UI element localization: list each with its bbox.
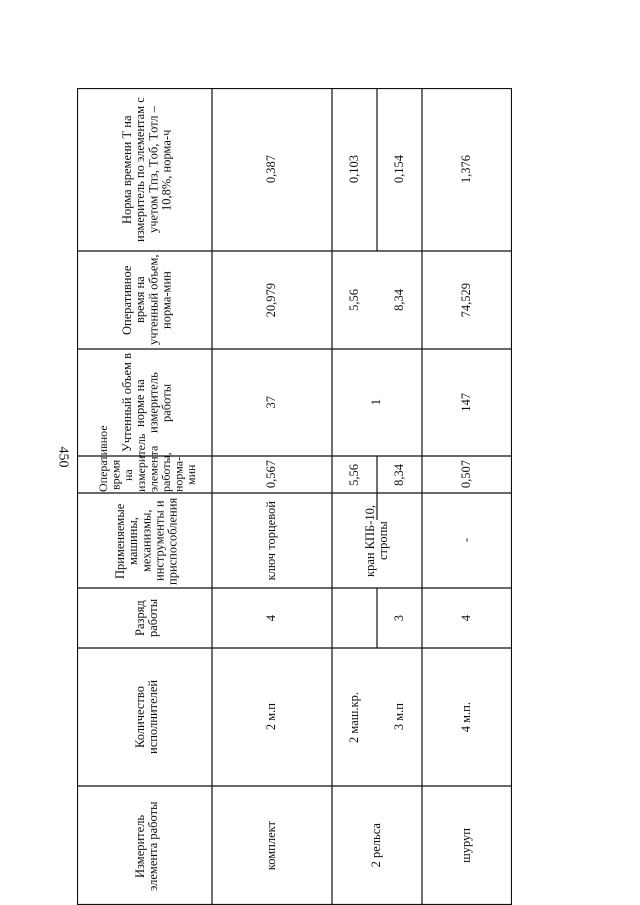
header-machines-text: Применяемые машины, механизмы, инструменты и приспособления <box>113 496 180 585</box>
row8-op-time-elem-2-text: 8,34 <box>391 463 406 486</box>
header-machines <box>87 493 207 588</box>
row9-machines-text: - <box>459 538 474 543</box>
row7-unit <box>212 786 332 905</box>
work-norms-table <box>77 88 512 905</box>
row8-op-time-elem-1-text: 5,56 <box>346 463 361 486</box>
row8-grade-2 <box>377 588 422 648</box>
row8-op-time-elem-2 <box>377 456 422 493</box>
row9-unit <box>422 786 512 905</box>
page-number <box>52 442 72 472</box>
row7-volume <box>212 349 332 456</box>
header-workers-text: Количество исполнителей <box>132 679 160 755</box>
row7-op-time-vol <box>212 251 332 349</box>
row7-op-time-elem <box>212 456 332 493</box>
row8-volume <box>332 349 422 456</box>
row8-op-time-vol-2 <box>377 251 422 349</box>
header-unit <box>87 786 207 905</box>
row7-op-time-vol-text: 20,979 <box>264 282 279 318</box>
header-op-time-elem <box>87 424 207 493</box>
row9-op-time-elem-text: 0,507 <box>459 460 474 489</box>
row7-norm <box>212 88 332 251</box>
row9-op-time-elem <box>422 456 512 493</box>
row9-norm <box>422 88 512 251</box>
row8-grade-1 <box>332 588 377 648</box>
row8-grade-2-text: 3 <box>391 614 406 622</box>
row8-workers-2 <box>377 648 422 786</box>
row7-workers-text: 2 м.п <box>264 703 279 731</box>
row8-volume-text: 1 <box>369 399 384 406</box>
header-norm <box>87 88 207 251</box>
row9-unit-text: шуруп <box>459 828 474 863</box>
row9-op-time-vol-text: 74,529 <box>459 282 474 318</box>
row8-workers-1-text: 2 маш.кр. <box>346 691 361 743</box>
row7-grade <box>212 588 332 648</box>
row7-machines <box>212 493 332 588</box>
row9-volume-text: 147 <box>459 393 474 412</box>
row7-grade-text: 4 <box>264 614 279 622</box>
header-unit-text: Измеритель элемента работы <box>132 800 160 891</box>
row7-volume-text: 37 <box>264 396 279 409</box>
row7-workers <box>212 648 332 786</box>
row7-unit-text: комплект <box>264 820 279 871</box>
row7-machines-text: ключ торцевой <box>264 500 279 581</box>
row8-unit-text: 2 рельса <box>369 823 384 868</box>
header-op-time-vol-text: Оперативное время на учтенный объем, норма-мин <box>119 254 174 346</box>
row8-machines <box>332 493 422 588</box>
header-grade <box>87 588 207 648</box>
header-volume-text: Учтенный объем в норме на измеритель работы <box>119 353 174 452</box>
header-grade-text: Разряд работы <box>132 598 160 638</box>
row9-grade-text: 4 <box>459 614 474 622</box>
row9-grade <box>422 588 512 648</box>
row8-norm-2-text: 0,154 <box>391 155 406 184</box>
row8-op-time-elem-1 <box>332 456 377 493</box>
page-number-text: 450 <box>55 446 70 468</box>
row8-op-time-vol-2-text: 8,34 <box>391 289 406 311</box>
header-workers <box>87 648 207 786</box>
row8-workers-2-text: 3 м.п <box>391 703 406 731</box>
row8-workers-1 <box>332 648 377 786</box>
row8-op-time-vol-1 <box>332 251 377 349</box>
row7-norm-text: 0,387 <box>264 155 279 184</box>
row9-volume <box>422 349 512 456</box>
row9-op-time-vol <box>422 251 512 349</box>
header-op-time-elem-text: Оперативное время на измеритель элемента работы, норма-мин <box>95 424 198 492</box>
row8-norm-1-text: 0,103 <box>346 155 361 184</box>
row8-unit <box>332 786 422 905</box>
row8-op-time-vol-1-text: 5,56 <box>346 289 361 311</box>
row9-norm-text: 1,376 <box>459 155 474 184</box>
row8-machines-text: кран КПБ-10, стропы <box>362 504 390 577</box>
header-op-time-vol <box>87 251 207 349</box>
row8-norm-1 <box>332 88 377 251</box>
row9-workers-text: 4 м.п. <box>459 701 474 733</box>
header-norm-text: Норма времени Т на измеритель по элементам с учетом Tпз, Tоб, Tотл – 10,8%, норма-ч <box>119 97 174 242</box>
row9-machines <box>422 493 512 588</box>
row8-norm-2 <box>377 88 422 251</box>
row7-op-time-elem-text: 0,567 <box>264 460 279 489</box>
row9-workers <box>422 648 512 786</box>
